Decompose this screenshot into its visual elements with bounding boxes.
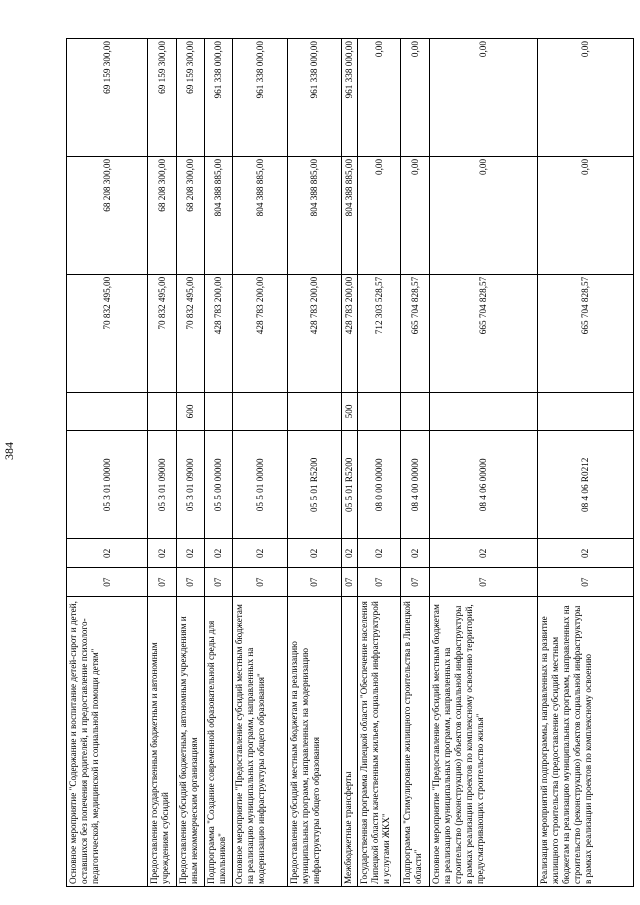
section-code-cell: 07 (430, 568, 538, 597)
table-row (148, 39, 177, 887)
amount-year1-cell: 665 704 828,57 (538, 274, 634, 392)
subsection-code-cell: 02 (148, 539, 177, 568)
amount-year1-cell: 665 704 828,57 (430, 274, 538, 392)
section-code-cell: 07 (288, 568, 342, 597)
amount-year2-cell: 0,00 (358, 156, 401, 274)
amount-year1-cell: 428 783 200,00 (288, 274, 342, 392)
amount-year3-cell: 961 338 000,00 (288, 39, 342, 157)
amount-year2-cell: 68 208 300,00 (148, 156, 177, 274)
table-row (358, 39, 401, 887)
table-row (177, 39, 205, 887)
amount-year3-cell: 0,00 (358, 39, 401, 157)
amount-year3-cell: 69 159 300,00 (148, 39, 177, 157)
subsection-code-cell: 02 (358, 539, 401, 568)
amount-year2-cell: 0,00 (430, 156, 538, 274)
amount-year2-cell: 0,00 (538, 156, 634, 274)
expense-type-cell (67, 392, 148, 430)
amount-year3-cell: 0,00 (538, 39, 634, 157)
target-article-cell: 08 0 00 00000 (358, 431, 401, 539)
target-article-cell: 05 3 01 09000 (148, 431, 177, 539)
section-code-cell: 07 (177, 568, 205, 597)
expense-type-cell (205, 392, 233, 430)
amount-year2-cell: 0,00 (401, 156, 430, 274)
amount-year2-cell: 68 208 300,00 (67, 156, 148, 274)
expense-type-cell (401, 392, 430, 430)
section-code-cell: 07 (205, 568, 233, 597)
expense-type-cell (358, 392, 401, 430)
amount-year2-cell: 804 388 885,00 (342, 156, 358, 274)
row-name-cell: Реализация мероприятий подпрограммы, направленных на развитие жилищного строительства (предоставление субсидий местным бюджетам на реализацию муниципальных программ, направленных на строительство (реконструкцию) объектов социальной инфраструктуры в рамках реализации проектов по комплексному освоению (538, 597, 634, 887)
budget-table (66, 38, 634, 887)
amount-year3-cell: 69 159 300,00 (177, 39, 205, 157)
section-code-cell: 07 (67, 568, 148, 597)
amount-year2-cell: 804 388 885,00 (205, 156, 233, 274)
amount-year2-cell: 804 388 885,00 (288, 156, 342, 274)
table-row (342, 39, 358, 887)
subsection-code-cell: 02 (233, 539, 288, 568)
amount-year1-cell: 70 832 495,00 (67, 274, 148, 392)
table-row (538, 39, 634, 887)
target-article-cell: 08 4 06 00000 (430, 431, 538, 539)
section-code-cell: 07 (148, 568, 177, 597)
row-name-cell: Межбюджетные трансферты (342, 597, 358, 887)
amount-year3-cell: 69 159 300,00 (67, 39, 148, 157)
section-code-cell: 07 (401, 568, 430, 597)
target-article-cell: 05 3 01 00000 (67, 431, 148, 539)
target-article-cell: 05 5 00 00000 (205, 431, 233, 539)
amount-year2-cell: 804 388 885,00 (233, 156, 288, 274)
subsection-code-cell: 02 (342, 539, 358, 568)
table-row (401, 39, 430, 887)
subsection-code-cell: 02 (430, 539, 538, 568)
row-name-cell: Основное мероприятие "Содержание и воспитание детей-сирот и детей, оставшихся без попечения родителей, и предоставление психолого-педагогической, медицинской и социальной помощи детям" (67, 597, 148, 887)
row-name-cell: Предоставление субсидий местным бюджетам на реализацию муниципальных программ, направленных на модернизацию инфраструктуры общего образования (288, 597, 342, 887)
amount-year1-cell: 428 783 200,00 (205, 274, 233, 392)
target-article-cell: 05 3 01 09000 (177, 431, 205, 539)
row-name-cell: Государственная программа Липецкой области "Обеспечение населения Липецкой области качественным жильем, социальной инфраструктурой и услугами ЖКХ" (358, 597, 401, 887)
amount-year1-cell: 665 704 828,57 (401, 274, 430, 392)
expense-type-cell (538, 392, 634, 430)
page-number: 384 (2, 442, 16, 460)
subsection-code-cell: 02 (205, 539, 233, 568)
expense-type-cell (288, 392, 342, 430)
amount-year1-cell: 428 783 200,00 (233, 274, 288, 392)
amount-year1-cell: 712 303 528,57 (358, 274, 401, 392)
section-code-cell: 07 (342, 568, 358, 597)
expense-type-cell: 600 (177, 392, 205, 430)
subsection-code-cell: 02 (538, 539, 634, 568)
row-name-cell: Подпрограмма "Создание современной образовательной среды для школьников" (205, 597, 233, 887)
table-row (288, 39, 342, 887)
section-code-cell: 07 (358, 568, 401, 597)
section-code-cell: 07 (538, 568, 634, 597)
amount-year3-cell: 961 338 000,00 (233, 39, 288, 157)
row-name-cell: Подпрограмма "Стимулирование жилищного строительства в Липецкой области" (401, 597, 430, 887)
target-article-cell: 08 4 06 R0212 (538, 431, 634, 539)
target-article-cell: 05 5 01 R5200 (342, 431, 358, 539)
amount-year1-cell: 428 783 200,00 (342, 274, 358, 392)
subsection-code-cell: 02 (288, 539, 342, 568)
expense-type-cell (233, 392, 288, 430)
subsection-code-cell: 02 (177, 539, 205, 568)
table-row (233, 39, 288, 887)
row-name-cell: Основное мероприятие "Предоставление субсидий местным бюджетам на реализацию муниципальных программ, направленных на модернизацию инфраструктуры общего образования" (233, 597, 288, 887)
target-article-cell: 08 4 00 00000 (401, 431, 430, 539)
row-name-cell: Основное мероприятие "Предоставление субсидий местным бюджетам на реализацию муниципальных программ, направленных на строительство (реконструкцию) объектов социальной инфраструктуры в рамках реализации проектов по комплексному освоению территорий, предусматривающих строительство жилья" (430, 597, 538, 887)
budget-table-body (67, 39, 634, 887)
amount-year3-cell: 0,00 (401, 39, 430, 157)
row-name-cell: Предоставление субсидий бюджетным, автономным учреждениям и иным некоммерческим организациям (177, 597, 205, 887)
subsection-code-cell: 02 (67, 539, 148, 568)
amount-year1-cell: 70 832 495,00 (148, 274, 177, 392)
expense-type-cell (430, 392, 538, 430)
expense-type-cell (148, 392, 177, 430)
table-row (430, 39, 538, 887)
subsection-code-cell: 02 (401, 539, 430, 568)
table-row (67, 39, 148, 887)
amount-year3-cell: 0,00 (430, 39, 538, 157)
table-row (205, 39, 233, 887)
target-article-cell: 05 5 01 00000 (233, 431, 288, 539)
target-article-cell: 05 5 01 R5200 (288, 431, 342, 539)
rotated-budget-table-sheet (66, 38, 593, 887)
row-name-cell: Предоставление государственным бюджетным и автономным учреждениям субсидий (148, 597, 177, 887)
amount-year3-cell: 961 338 000,00 (205, 39, 233, 157)
section-code-cell: 07 (233, 568, 288, 597)
amount-year2-cell: 68 208 300,00 (177, 156, 205, 274)
amount-year3-cell: 961 338 000,00 (342, 39, 358, 157)
expense-type-cell: 500 (342, 392, 358, 430)
amount-year1-cell: 70 832 495,00 (177, 274, 205, 392)
